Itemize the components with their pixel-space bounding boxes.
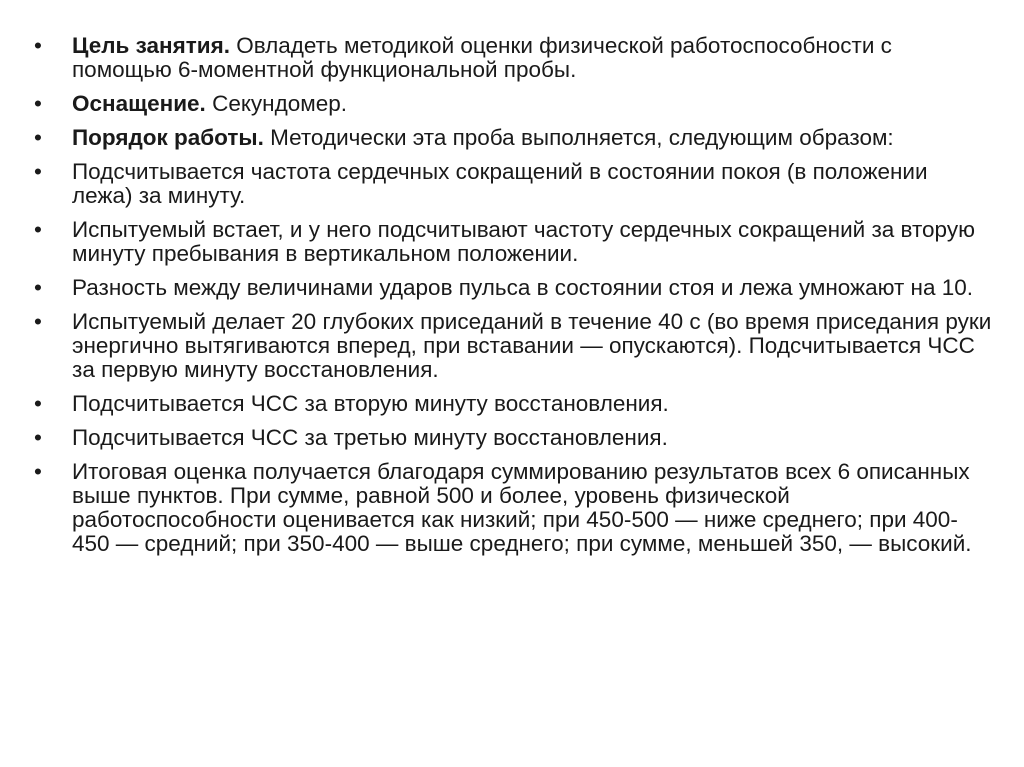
bullet-item-equipment <box>34 92 994 116</box>
bullet-item-step-2 <box>34 218 994 266</box>
item-label: Порядок работы. <box>72 125 264 150</box>
item-text: Испытуемый встает, и у него подсчитывают частоту сердечных сокращений за вторую минуту пребывания в вертикальном положении. <box>72 217 975 266</box>
item-text: Подсчитывается ЧСС за вторую минуту восстановления. <box>72 391 669 416</box>
bullet-icon: • <box>34 91 42 116</box>
slide-content <box>34 34 994 566</box>
bullet-item-procedure <box>34 126 994 150</box>
bullet-item-result <box>34 460 994 556</box>
bullet-item-step-5 <box>34 392 994 416</box>
item-text: Итоговая оценка получается благодаря суммированию результатов всех 6 описанных выше пунктов. При сумме, равной 500 и более, уровень физической работоспособности оценивается как низкий; при 450-500 — ниже среднего; при 400-450 — средний; при 350-400 — выше среднего; при сумме, меньшей 350, — высокий. <box>72 459 972 556</box>
item-text: Испытуемый делает 20 глубоких приседаний в течение 40 с (во время приседания руки энергично вытягиваются вперед, при вставании — опускаются). Подсчитывается ЧСС за первую минуту восстановления. <box>72 309 992 382</box>
bullet-icon: • <box>34 275 42 300</box>
bullet-icon: • <box>34 33 42 58</box>
bullet-item-goal <box>34 34 994 82</box>
bullet-item-step-1 <box>34 160 994 208</box>
bullet-list <box>34 34 994 556</box>
bullet-icon: • <box>34 125 42 150</box>
item-text: Овладеть методикой оценки физической работоспособности с помощью 6-моментной функциональной пробы. <box>72 33 892 82</box>
item-text: Секундомер. <box>205 91 347 116</box>
bullet-item-step-4 <box>34 310 994 382</box>
bullet-item-step-3 <box>34 276 994 300</box>
bullet-icon: • <box>34 309 42 334</box>
item-text: Методически эта проба выполняется, следующим образом: <box>263 125 894 150</box>
item-text: Подсчитывается ЧСС за третью минуту восстановления. <box>72 425 668 450</box>
item-label: Цель занятия. <box>72 33 230 58</box>
item-text: Разность между величинами ударов пульса в состоянии стоя и лежа умножают на 10. <box>72 275 974 300</box>
bullet-icon: • <box>34 159 42 184</box>
item-label: Оснащение. <box>72 91 206 116</box>
bullet-item-step-6 <box>34 426 994 450</box>
bullet-icon: • <box>34 391 42 416</box>
bullet-icon: • <box>34 425 42 450</box>
item-text: Подсчитывается частота сердечных сокращений в состоянии покоя (в положении лежа) за минуту. <box>72 159 928 208</box>
bullet-icon: • <box>34 459 42 484</box>
bullet-icon: • <box>34 217 42 242</box>
